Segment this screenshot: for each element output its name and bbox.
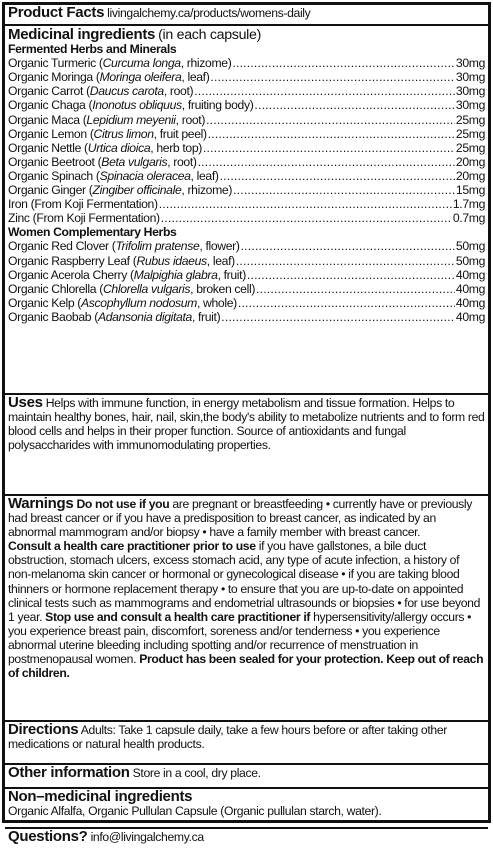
ingredient-latin: Citrus limon [93, 126, 154, 141]
ingredient-name: Organic Turmeric [8, 56, 96, 71]
ingredient-latin: Lepidium meyenii [86, 112, 176, 127]
ingredient-amount: 50mg [455, 253, 485, 268]
ingredient-row [8, 127, 485, 141]
ingredient-amount: 40mg [455, 309, 485, 324]
ingredient-row [8, 296, 485, 310]
ingredient-paren: ( [79, 112, 87, 127]
non-medicinal-text: Organic Alfalfa, Organic Pullulan Capsule (Organic pullulan starch, water). [8, 804, 382, 819]
ingredient-paren: ( [91, 309, 98, 324]
medicinal-ingredients-title: Medicinal ingredients [8, 26, 156, 43]
ingredient-part: , root) [175, 112, 206, 127]
ingredient-name: Organic Lemon [8, 126, 87, 141]
ingredient-part: , flower) [199, 239, 240, 254]
ingredient-part: , rhizome) [180, 56, 232, 71]
ingredient-paren: ( [85, 98, 93, 113]
ingredient-list-complementary [8, 239, 485, 324]
ingredient-name: Organic Nettle [8, 140, 81, 155]
other-information-title: Other information [8, 765, 130, 781]
leader-dots [159, 197, 452, 211]
ingredient-latin: Chlorella vulgaris [102, 281, 191, 296]
leader-dots [232, 56, 455, 70]
ingredient-name: Organic Baobab [8, 309, 92, 324]
warning-stop-use: Stop use and consult a health care practitioner if [45, 609, 311, 624]
ingredient-name: Organic Carrot [8, 84, 84, 99]
ingredient-name: Organic Kelp [8, 295, 75, 310]
leader-dots [256, 282, 455, 296]
leader-dots [208, 127, 455, 141]
ingredient-amount: 40mg [455, 295, 485, 310]
ingredient-paren: ( [83, 84, 90, 99]
ingredient-latin: Malpighia glabra [133, 267, 218, 282]
ingredient-latin: Daucus carota [89, 84, 164, 99]
ingredient-part: , fruit) [217, 267, 246, 282]
leader-dots [206, 113, 455, 127]
warning-do-not-use-text: are pregnant or breastfeeding • currently have or previously had breast cancer or if you have a predisposition to breast cancer, as indicated by an abnormal mammogram and/or biopsy • have a family member with breast cancer. [8, 497, 473, 540]
ingredient-paren: ( [126, 267, 134, 282]
ingredient-part: , root) [167, 154, 197, 169]
ingredient-part: , whole) [196, 295, 237, 310]
ingredient-latin: Moringa oleifera [99, 70, 182, 85]
ingredient-amount: 1.7mg [452, 197, 485, 212]
ingredient-latin: Beta vulgaris [101, 154, 168, 169]
ingredient-amount: 40mg [455, 267, 485, 282]
ingredient-part: , root) [163, 84, 194, 99]
ingredient-row [8, 197, 485, 211]
uses-text: Helps with immune function, in energy metabolism and tissue formation. Helps to maintain healthy bones, hair, nail, skin,the body's ability to metabolize nutrients and to form red blood cells and helps in their proper function. Source of antioxidants and fungal polysaccharides with immunomodulating properties. [8, 396, 485, 453]
warning-consult-text: if you have gallstones, a bile duct obstruction, stomach ulcers, excess stomach acid, any type of acute infection, a history of non-melanoma skin cancer or hormonal or gynecological disease • if you are taking blood thinners or hormone replacement therapy • to ensure that you are up-to-date on appointed clinical tests such as mammograms and endometrial ultrasounds or biopsies • for use beyond 1 year. [8, 539, 481, 624]
ingredient-row [8, 183, 485, 197]
ingredient-row [8, 141, 485, 155]
ingredient-amount: 30mg [455, 98, 485, 113]
ingredient-row [8, 282, 485, 296]
ingredient-name: Organic Acerola Cherry [8, 267, 127, 282]
ingredient-paren: ( [129, 253, 137, 268]
ingredient-latin: Inonotus obliquus [92, 98, 182, 113]
ingredient-amount: 30mg [455, 70, 485, 85]
ingredient-part: , leaf) [190, 168, 219, 183]
other-information-section [5, 765, 488, 789]
ingredient-paren: ( [95, 56, 103, 71]
ingredient-row [8, 169, 485, 183]
leader-dots [194, 84, 455, 98]
ingredient-paren: ( [94, 154, 102, 169]
ingredient-paren: ( [108, 239, 116, 254]
group-heading: Women Complementary Herbs [8, 225, 177, 240]
leader-dots [220, 169, 455, 183]
ingredient-row [8, 155, 485, 169]
ingredient-row [8, 56, 485, 70]
ingredient-row [8, 310, 485, 324]
leader-dots [161, 211, 452, 225]
directions-section [5, 722, 488, 765]
uses-section [5, 395, 488, 496]
ingredient-paren: ( [86, 126, 94, 141]
ingredient-amount: 25mg [455, 126, 485, 141]
ingredient-amount: 20mg [455, 168, 485, 183]
ingredient-part: , fruiting body) [181, 98, 254, 113]
ingredient-row [8, 211, 485, 225]
uses-title: Uses [8, 395, 43, 411]
ingredient-name: Iron (From Koji Fermentation) [8, 197, 158, 212]
warnings-title: Warnings [8, 496, 74, 512]
ingredient-amount: 40mg [455, 281, 485, 296]
group-heading: Fermented Herbs and Minerals [8, 42, 177, 57]
non-medicinal-title: Non–medicinal ingredients [8, 789, 193, 805]
ingredient-amount: 20mg [455, 154, 485, 169]
ingredient-name: Organic Beetroot [8, 154, 95, 169]
ingredient-part: , herb top) [150, 140, 202, 155]
questions-section [5, 829, 488, 850]
ingredient-paren: ( [85, 183, 93, 198]
ingredient-latin: Spinacia oleracea [99, 168, 191, 183]
product-facts-label [2, 2, 491, 845]
contact-email[interactable]: info@livingalchemy.ca [90, 830, 204, 844]
ingredient-name: Organic Maca [8, 112, 80, 127]
ingredient-amount: 30mg [455, 84, 485, 99]
leader-dots [198, 155, 455, 169]
questions-title: Questions? [8, 829, 88, 845]
product-facts-title: Product Facts [8, 5, 105, 21]
ingredient-paren: ( [96, 281, 103, 296]
ingredient-part: , leaf) [181, 70, 210, 85]
ingredient-amount: 30mg [455, 56, 485, 71]
ingredient-name: Zinc (From Koji Fermentation) [8, 211, 160, 226]
medicinal-ingredients-qualifier: (in each capsule) [158, 27, 262, 43]
product-facts-header [5, 5, 488, 26]
ingredient-list-fermented [8, 56, 485, 225]
non-medicinal-section [5, 789, 488, 829]
ingredient-amount: 15mg [455, 183, 485, 198]
ingredient-part: , rhizome) [181, 183, 233, 198]
leader-dots [247, 268, 455, 282]
ingredient-row [8, 84, 485, 98]
ingredient-name: Organic Chlorella [8, 281, 97, 296]
ingredient-amount: 0.7mg [452, 211, 485, 226]
ingredient-amount: 25mg [455, 140, 485, 155]
ingredient-part: , fruit peel) [153, 126, 207, 141]
ingredient-latin: Curcuma longa [102, 56, 181, 71]
ingredient-latin: Adansonia digitata [97, 309, 192, 324]
ingredient-row [8, 98, 485, 112]
ingredient-part: , leaf) [206, 253, 235, 268]
ingredient-row [8, 268, 485, 282]
ingredient-paren: ( [81, 140, 88, 155]
ingredient-row [8, 113, 485, 127]
ingredient-row [8, 254, 485, 268]
warning-stop-use-text: hypersensitivity/allergy occurs • you experience breast pain, discomfort, soreness and/or tenderness • you experience abnormal uterine bleeding including spotting and/or recurrence of menstruation in postmenopausal women. [8, 609, 472, 667]
leader-dots [238, 296, 455, 310]
ingredient-paren: ( [74, 295, 82, 310]
ingredient-paren: ( [92, 70, 100, 85]
leader-dots [221, 310, 455, 324]
ingredient-part: , broken cell) [190, 281, 256, 296]
warnings-section [5, 496, 488, 722]
ingredient-row [8, 70, 485, 84]
ingredient-latin: Trifolim pratense [115, 239, 200, 254]
ingredient-name: Organic Red Clover [8, 239, 109, 254]
leader-dots [241, 239, 455, 253]
medicinal-ingredients-section [5, 26, 488, 395]
ingredient-latin: Rubus idaeus [136, 253, 207, 268]
ingredient-name: Organic Raspberry Leaf [8, 253, 130, 268]
warning-consult: Consult a health care practitioner prior to use [8, 539, 256, 554]
leader-dots [203, 141, 455, 155]
ingredient-name: Organic Moringa [8, 70, 93, 85]
ingredient-latin: Zingiber officinale [92, 183, 182, 198]
ingredient-row [8, 239, 485, 253]
ingredient-name: Organic Ginger [8, 183, 86, 198]
ingredient-name: Organic Spinach [8, 168, 93, 183]
directions-title: Directions [8, 722, 79, 738]
ingredient-name: Organic Chaga [8, 98, 86, 113]
ingredient-amount: 50mg [455, 239, 485, 254]
ingredient-latin: Urtica dioica [87, 140, 151, 155]
ingredient-latin: Ascophyllum nodosum [81, 295, 197, 310]
leader-dots [233, 183, 455, 197]
leader-dots [236, 254, 455, 268]
directions-text: Adults: Take 1 capsule daily, take a few hours before or after taking other medications or natural health products. [8, 723, 447, 752]
other-information-text: Store in a cool, dry place. [132, 766, 261, 780]
warning-do-not-use: Do not use if you [76, 497, 170, 511]
leader-dots [210, 70, 454, 84]
warning-sealed: Product has been sealed for your protection. Keep out of reach of children. [8, 652, 484, 681]
ingredient-part: , fruit) [191, 309, 221, 324]
ingredient-amount: 25mg [455, 112, 485, 127]
product-url: livingalchemy.ca/products/womens-daily [107, 6, 311, 20]
ingredient-paren: ( [92, 168, 100, 183]
leader-dots [254, 98, 454, 112]
